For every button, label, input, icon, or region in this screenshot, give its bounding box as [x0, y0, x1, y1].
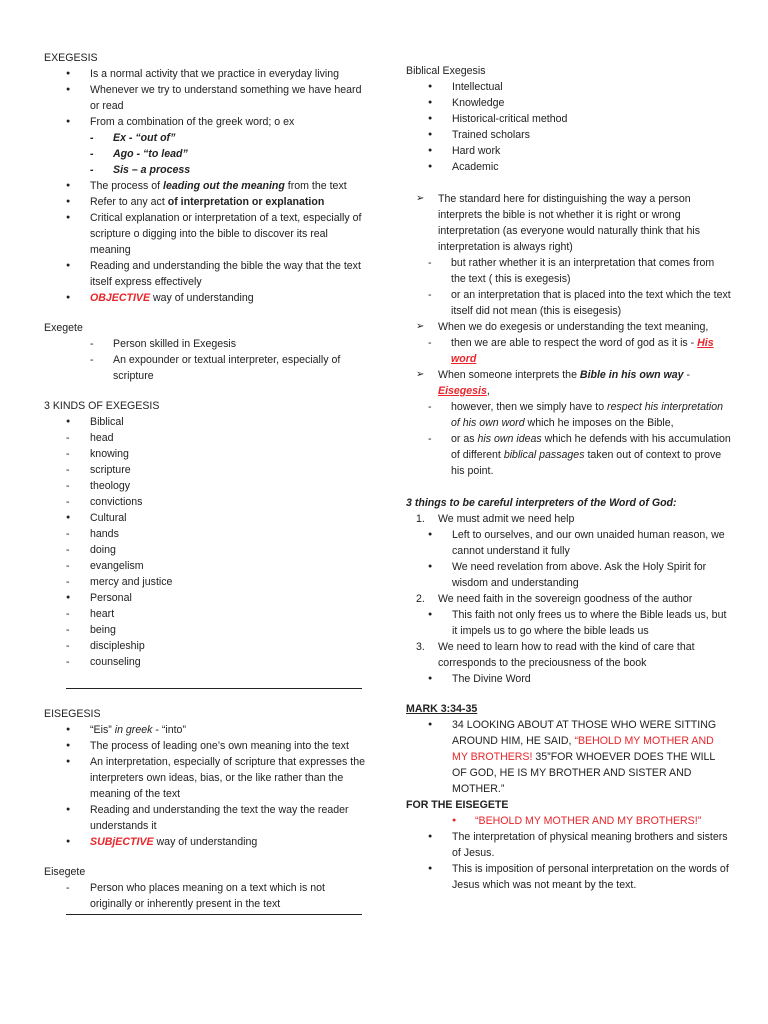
- for-the-eisegete-heading: FOR THE EISEGETE: [406, 799, 509, 811]
- list-item: ● Intellectual: [406, 79, 731, 95]
- biblical-exegesis-heading: Biblical Exegesis: [406, 65, 486, 77]
- text: which he imposes on the Bible,: [524, 417, 674, 429]
- eisegete-points-list: [406, 813, 731, 893]
- text: When someone interprets the: [438, 369, 580, 381]
- list-item: ● Hard work: [406, 143, 731, 159]
- list-item: - theology: [44, 478, 366, 494]
- emphasis: of interpretation or explanation: [167, 196, 325, 208]
- arrow-item: ➢ The standard here for distinguishing the way a person interprets the bible is not whether it is right or wrong interpretation (as everyone would naturally think that his interpretation is always right): [406, 191, 731, 255]
- eisegesis-label: Eisegesis: [438, 385, 487, 397]
- dash-item: - but rather whether it is an interpretation that comes from the text ( this is exegesis): [406, 255, 731, 287]
- list-item: - knowing: [44, 446, 366, 462]
- emphasis: biblical passages: [503, 449, 585, 461]
- kinds-list: [44, 414, 366, 670]
- list-item: ● Left to ourselves, and our own unaided human reason, we cannot understand it fully: [406, 527, 731, 559]
- list-item: - hands: [44, 526, 366, 542]
- list-subitem: - Ago - “to lead”: [44, 146, 366, 162]
- exegete-list: [44, 336, 366, 384]
- kind-cultural: ● Cultural: [44, 510, 366, 526]
- list-item: - mercy and justice: [44, 574, 366, 590]
- emphasis: respect his interpretation of his own word: [451, 401, 724, 429]
- biblical-exegesis-list: [406, 79, 731, 175]
- item-number: 1.: [416, 513, 425, 525]
- text: The process of: [90, 180, 164, 192]
- list-item: [44, 834, 366, 850]
- emphasis: Bible in his own way: [579, 369, 684, 381]
- numbered-item: [406, 511, 731, 527]
- text: way of understanding: [153, 836, 258, 848]
- list-item: - Person skilled in Exegesis: [44, 336, 366, 352]
- eisegete-heading: Eisegete: [44, 866, 86, 878]
- things-heading: 3 things to be careful interpreters of the Word of God:: [406, 497, 677, 509]
- list-item: ● Critical explanation or interpretation of a text, especially of scripture o digging into the bible to discover its real meaning: [44, 210, 366, 258]
- list-item: - Person who places meaning on a text which is not originally or inherently present in the text: [44, 880, 366, 912]
- text: We need to learn how to read with the kind of care that corresponds to the preciousness of the book: [438, 641, 695, 669]
- mark-list: [406, 717, 731, 797]
- list-subitem: - Sis – a process: [44, 162, 366, 178]
- exegesis-heading: EXEGESIS: [44, 52, 98, 64]
- emphasis: in greek: [114, 724, 153, 736]
- kinds-heading: 3 KINDS OF EXEGESIS: [44, 400, 160, 412]
- list-item: ● From a combination of the greek word; o ex: [44, 114, 366, 130]
- list-item: - heart: [44, 606, 366, 622]
- dash-item: - or an interpretation that is placed into the text which the text itself did not mean (this is eisegesis): [406, 287, 731, 319]
- list-item: - discipleship: [44, 638, 366, 654]
- list-subitem: - Ex - “out of”: [44, 130, 366, 146]
- list-item: - counseling: [44, 654, 366, 670]
- emphasis: his own ideas: [477, 433, 542, 445]
- list-item: ● Knowledge: [406, 95, 731, 111]
- list-item: ● Reading and understanding the text the way the reader understands it: [44, 802, 366, 834]
- list-item: ● The process of leading one’s own meaning into the text: [44, 738, 366, 754]
- quote-red: “BEHOLD MY MOTHER AND MY BROTHERS!: [452, 735, 714, 763]
- list-item: [44, 178, 366, 194]
- eisegesis-list: [44, 722, 366, 850]
- text: or as: [451, 433, 478, 445]
- list-item: ● Historical-critical method: [406, 111, 731, 127]
- list-item: ● Is a normal activity that we practice in everyday living: [44, 66, 366, 82]
- subjective-label: SUBjECTIVE: [90, 836, 154, 848]
- exegesis-list: [44, 66, 366, 306]
- mark-heading: MARK 3:34-35: [406, 703, 478, 715]
- item-number: 2.: [416, 593, 425, 605]
- objective-label: OBJECTIVE: [90, 292, 151, 304]
- list-item: [44, 290, 366, 306]
- dash-item: [406, 399, 731, 431]
- list-item: - being: [44, 622, 366, 638]
- dash-item: [406, 431, 731, 479]
- eisegete-list: [44, 880, 366, 912]
- list-item: [44, 722, 366, 738]
- arrow-item: ➢ When we do exegesis or understanding the text meaning,: [406, 319, 731, 335]
- verse-item: [406, 717, 731, 797]
- dash-item: [406, 335, 731, 367]
- arrow-item: [406, 367, 731, 399]
- emphasis: leading out the meaning: [163, 180, 285, 192]
- list-item: ● Reading and understanding the bible the way that the text itself express effectively: [44, 258, 366, 290]
- text: taken out of context to prove his point.: [451, 449, 722, 477]
- kind-personal: ● Personal: [44, 590, 366, 606]
- arrow-list: [406, 191, 731, 479]
- list-item: - head: [44, 430, 366, 446]
- list-item: ● The interpretation of physical meaning brothers and sisters of Jesus.: [406, 829, 731, 861]
- text: ,: [486, 385, 490, 397]
- exegete-heading: Exegete: [44, 322, 83, 334]
- divider: [66, 688, 362, 689]
- list-item: - doing: [44, 542, 366, 558]
- numbered-item: [406, 639, 731, 671]
- text: way of understanding: [150, 292, 254, 304]
- list-item: - An expounder or textual interpreter, especially of scripture: [44, 352, 366, 384]
- list-item: ● The Divine Word: [406, 671, 731, 687]
- list-item: ● Academic: [406, 159, 731, 175]
- his-word-label: His word: [451, 337, 714, 365]
- list-item: ● We need revelation from above. Ask the Holy Spirit for wisdom and understanding: [406, 559, 731, 591]
- list-item: [44, 194, 366, 210]
- list-item: ● Whenever we try to understand something we have heard or read: [44, 82, 366, 114]
- list-item: - evangelism: [44, 558, 366, 574]
- divider: [66, 914, 362, 915]
- quote-item: ● “BEHOLD MY MOTHER AND MY BROTHERS!”: [406, 813, 731, 829]
- list-item: ● An interpretation, especially of scripture that expresses the interpreters own ideas, bias, or the like rather than the meaning of the text: [44, 754, 366, 802]
- text: from the text: [284, 180, 347, 192]
- list-item: - scripture: [44, 462, 366, 478]
- text: which he defends with his accumulation of different: [451, 433, 731, 461]
- text: -: [683, 369, 691, 381]
- kind-biblical: ● Biblical: [44, 414, 366, 430]
- text: 34 LOOKING ABOUT AT THOSE WHO WERE SITTING AROUND HIM, HE SAID,: [452, 719, 717, 747]
- text: - “into”: [152, 724, 186, 736]
- text: then we are able to respect the word of god as it is -: [451, 337, 698, 349]
- text: We must admit we need help: [438, 513, 575, 525]
- right-column: [406, 63, 731, 893]
- item-number: 3.: [416, 641, 425, 653]
- left-column: [44, 50, 366, 915]
- text: however, then we simply have to: [451, 401, 608, 413]
- list-item: - convictions: [44, 494, 366, 510]
- list-item: ● Trained scholars: [406, 127, 731, 143]
- numbered-item: [406, 591, 731, 607]
- text: “Eis”: [90, 724, 115, 736]
- text: Refer to any act: [90, 196, 168, 208]
- text: We need faith in the sovereign goodness of the author: [438, 593, 693, 605]
- eisegesis-heading: EISEGESIS: [44, 708, 101, 720]
- text: 35”FOR WHOEVER DOES THE WILL OF GOD, HE IS MY BROTHER AND SISTER AND MOTHER.”: [452, 751, 715, 795]
- list-item: ● This faith not only frees us to where the Bible leads us, but it impels us to go where the bible leads us: [406, 607, 731, 639]
- list-item: ● This is imposition of personal interpretation on the words of Jesus which was not meant by the text.: [406, 861, 731, 893]
- things-list: [406, 511, 731, 687]
